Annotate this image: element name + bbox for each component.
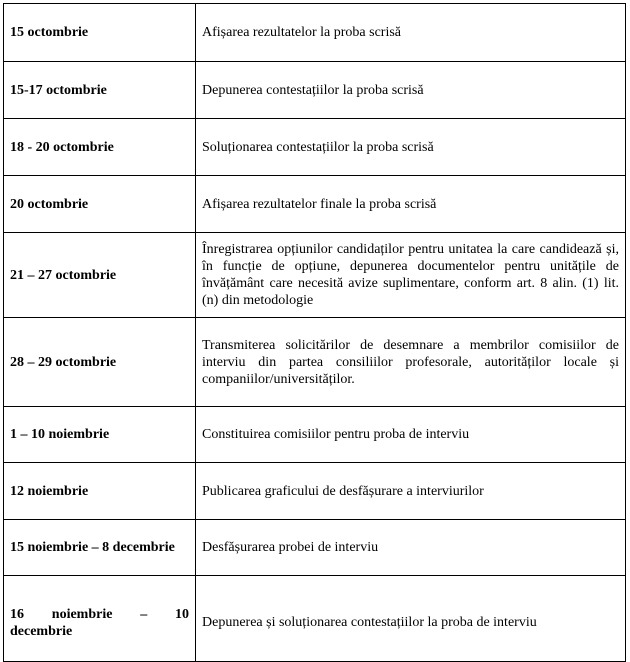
activity-cell: Înregistrarea opțiunilor candidaților pentru unitatea la care candidează și, în funcție de opțiune, depunerea documentelor pentru unitățile de învățământ care necesită avize suplimentare, conform art. 8 alin. (1) lit. (n) din metodologie — [196, 233, 626, 318]
date-cell: 12 noiembrie — [4, 463, 196, 520]
activity-cell: Afișarea rezultatelor finale la proba scrisă — [196, 176, 626, 233]
activity-cell: Depunerea și soluționarea contestațiilor la proba de interviu — [196, 576, 626, 662]
activity-cell: Transmiterea solicitărilor de desemnare a membrilor comisiilor de interviu din partea consiliilor profesorale, autorităților locale și companiilor/universităților. — [196, 318, 626, 407]
table-row — [4, 407, 626, 463]
table-row — [4, 520, 626, 576]
activity-cell: Constituirea comisiilor pentru proba de interviu — [196, 407, 626, 463]
table-row — [4, 119, 626, 176]
date-cell: 15 octombrie — [4, 4, 196, 62]
date-cell: 28 – 29 octombrie — [4, 318, 196, 407]
table-row — [4, 576, 626, 662]
date-cell — [4, 576, 196, 662]
date-cell: 15-17 octombrie — [4, 62, 196, 119]
activity-cell: Depunerea contestațiilor la proba scrisă — [196, 62, 626, 119]
date-line-1: 16 noiembrie – 10 — [10, 606, 189, 622]
date-cell: 15 noiembrie – 8 decembrie — [4, 520, 196, 576]
table-row — [4, 318, 626, 407]
date-cell: 1 – 10 noiembrie — [4, 407, 196, 463]
activity-cell: Soluționarea contestațiilor la proba scrisă — [196, 119, 626, 176]
activity-cell: Desfășurarea probei de interviu — [196, 520, 626, 576]
schedule-table — [3, 3, 626, 662]
date-line-2: decembrie — [10, 623, 73, 639]
activity-cell: Afișarea rezultatelor la proba scrisă — [196, 4, 626, 62]
date-cell: 18 - 20 octombrie — [4, 119, 196, 176]
table-row — [4, 62, 626, 119]
date-cell: 20 octombrie — [4, 176, 196, 233]
date-cell: 21 – 27 octombrie — [4, 233, 196, 318]
table-row — [4, 4, 626, 62]
table-row — [4, 233, 626, 318]
activity-cell: Publicarea graficului de desfășurare a interviurilor — [196, 463, 626, 520]
table-row — [4, 463, 626, 520]
table-row — [4, 176, 626, 233]
